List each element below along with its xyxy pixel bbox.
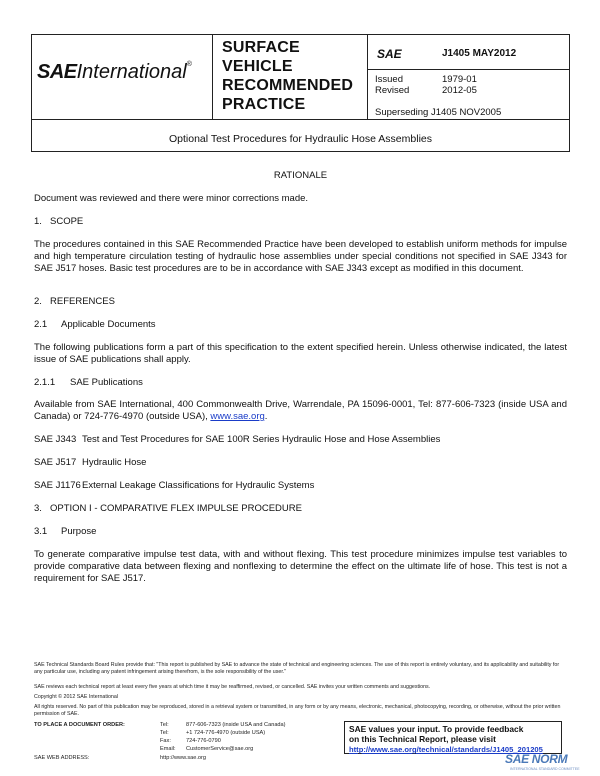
section-title: SCOPE [50, 216, 84, 227]
board-rules-notice: SAE Technical Standards Board Rules provide that: "This report is published by SAE to advance the state of technical and engineering sciences. The use of this report is entirely voluntary, and its applicability and suitability for any particular use, including any patent infringement arising therefrom, is the sole responsibility of the user." [34, 662, 560, 675]
section-number: 3. [34, 503, 42, 514]
feedback-box [344, 721, 562, 754]
document-classification [222, 38, 362, 114]
order-label: TO PLACE A DOCUMENT ORDER: [34, 722, 125, 728]
tel2-label: Tel: [160, 730, 169, 736]
revised-label: Revised [375, 85, 410, 96]
applicable-documents-text: The following publications form a part of this specification to the extent specified herein. Unless otherwise indicated, the latest issue of SAE publications shall apply. [34, 342, 567, 365]
header-divider [367, 69, 570, 70]
rationale-heading: RATIONALE [273, 170, 328, 181]
classification-line: SURFACE [222, 39, 300, 56]
sae-publications-text [34, 399, 567, 423]
tel2-value: +1 724-776-4970 (outside USA) [186, 730, 266, 736]
header-divider [212, 35, 213, 119]
section-number: 2.1.1 [34, 377, 56, 388]
section-title: OPTION I - COMPARATIVE FLEX IMPULSE PROCEDURE [50, 503, 302, 514]
section-title: Purpose [61, 526, 97, 537]
document-title: Optional Test Procedures for Hydraulic Hose Assemblies [168, 133, 432, 145]
section-title: REFERENCES [50, 296, 115, 307]
tel-label: Tel: [160, 722, 169, 728]
web-address-value: http://www.sae.org [160, 755, 207, 761]
copyright-notice: Copyright © 2012 SAE International [34, 694, 118, 700]
revised-value: 2012-05 [442, 85, 477, 96]
section-title: SAE Publications [70, 377, 143, 388]
header-divider [32, 119, 569, 120]
fax-label: Fax: [160, 738, 171, 744]
watermark-subtitle: INTERNATIONAL STANDARD COMMITTEE [510, 767, 580, 771]
header-divider [367, 35, 368, 119]
publications-text-end: . [264, 411, 268, 422]
classification-line: RECOMMENDED [222, 77, 354, 94]
section-number: 2.1 [34, 319, 48, 330]
classification-line: VEHICLE [222, 58, 293, 75]
scope-text: The procedures contained in this SAE Recommended Practice have been developed to establish uniform methods for impulse and high temperature circulation testing of hydraulic hose assemblies under special conditions not specified in SAE J343 for SAE J517 hoses. Basic test procedures are to be in accordance with SAE J343 except as modified in this document. [34, 239, 567, 274]
feedback-line: SAE values your input. To provide feedback [349, 724, 524, 734]
reference-code: SAE J343 [34, 434, 77, 445]
feedback-link[interactable]: http://www.sae.org/technical/standards/J1405_201205 [349, 745, 543, 754]
classification-line: PRACTICE [222, 96, 306, 113]
sae-mark: SAE [377, 47, 402, 61]
tel-value: 877-606-7323 (inside USA and Canada) [186, 722, 286, 728]
logo-international-text: International [76, 61, 187, 83]
review-notice: SAE reviews each technical report at least every five years at which time it may be reaffirmed, revised, or cancelled. SAE invites your written comments and suggestions. [34, 684, 431, 690]
sae-norm-watermark: SAE NORM [505, 752, 568, 766]
logo-registered-mark: ® [186, 61, 192, 68]
section-title: Applicable Documents [61, 319, 156, 330]
purpose-text: To generate comparative impulse test data, with and without flexing. This test procedure minimizes impulse test variables to provide comparative data between flexing and nonflexing to determine the effect on the ultimate life of hose. This test is not a requirement for SAE J517. [34, 549, 567, 584]
reference-code: SAE J1176 [34, 480, 81, 491]
email-label: Email: [160, 746, 176, 752]
rights-notice: All rights reserved. No part of this publication may be reproduced, stored in a retrieval system or transmitted, in any form or by any means, electronic, mechanical, photocopying, recording, or otherwise, without the prior written permission of SAE. [34, 704, 561, 717]
superseding-note: Superseding J1405 NOV2005 [375, 107, 502, 118]
email-value: CustomerService@sae.org [186, 746, 254, 752]
reference-code: SAE J517 [34, 457, 77, 468]
sae-website-link[interactable]: www.sae.org [210, 411, 265, 422]
section-number: 2. [34, 296, 42, 307]
reference-title: External Leakage Classifications for Hydraulic Systems [82, 480, 315, 491]
feedback-line: on this Technical Report, please visit [349, 734, 496, 744]
web-address-label: SAE WEB ADDRESS: [34, 755, 90, 761]
issued-value: 1979-01 [442, 74, 477, 85]
issued-label: Issued [375, 74, 403, 85]
section-number: 3.1 [34, 526, 48, 537]
reference-title: Hydraulic Hose [82, 457, 147, 468]
publications-text: Available from SAE International, 400 Commonwealth Drive, Warrendale, PA 15096-0001, Tel: 877-606-7323 (inside USA and Canada) or 724-776-4970 (outside USA), [34, 399, 567, 422]
header-box [31, 34, 570, 152]
section-number: 1. [34, 216, 42, 227]
reference-title: Test and Test Procedures for SAE 100R Series Hydraulic Hose and Hose Assemblies [82, 434, 441, 445]
fax-value: 724-776-0790 [186, 738, 221, 744]
document-number: J1405 MAY2012 [442, 48, 517, 59]
logo-sae-text: SAE [37, 61, 77, 83]
sae-international-logo [37, 61, 209, 87]
rationale-text: Document was reviewed and there were minor corrections made. [34, 193, 309, 204]
